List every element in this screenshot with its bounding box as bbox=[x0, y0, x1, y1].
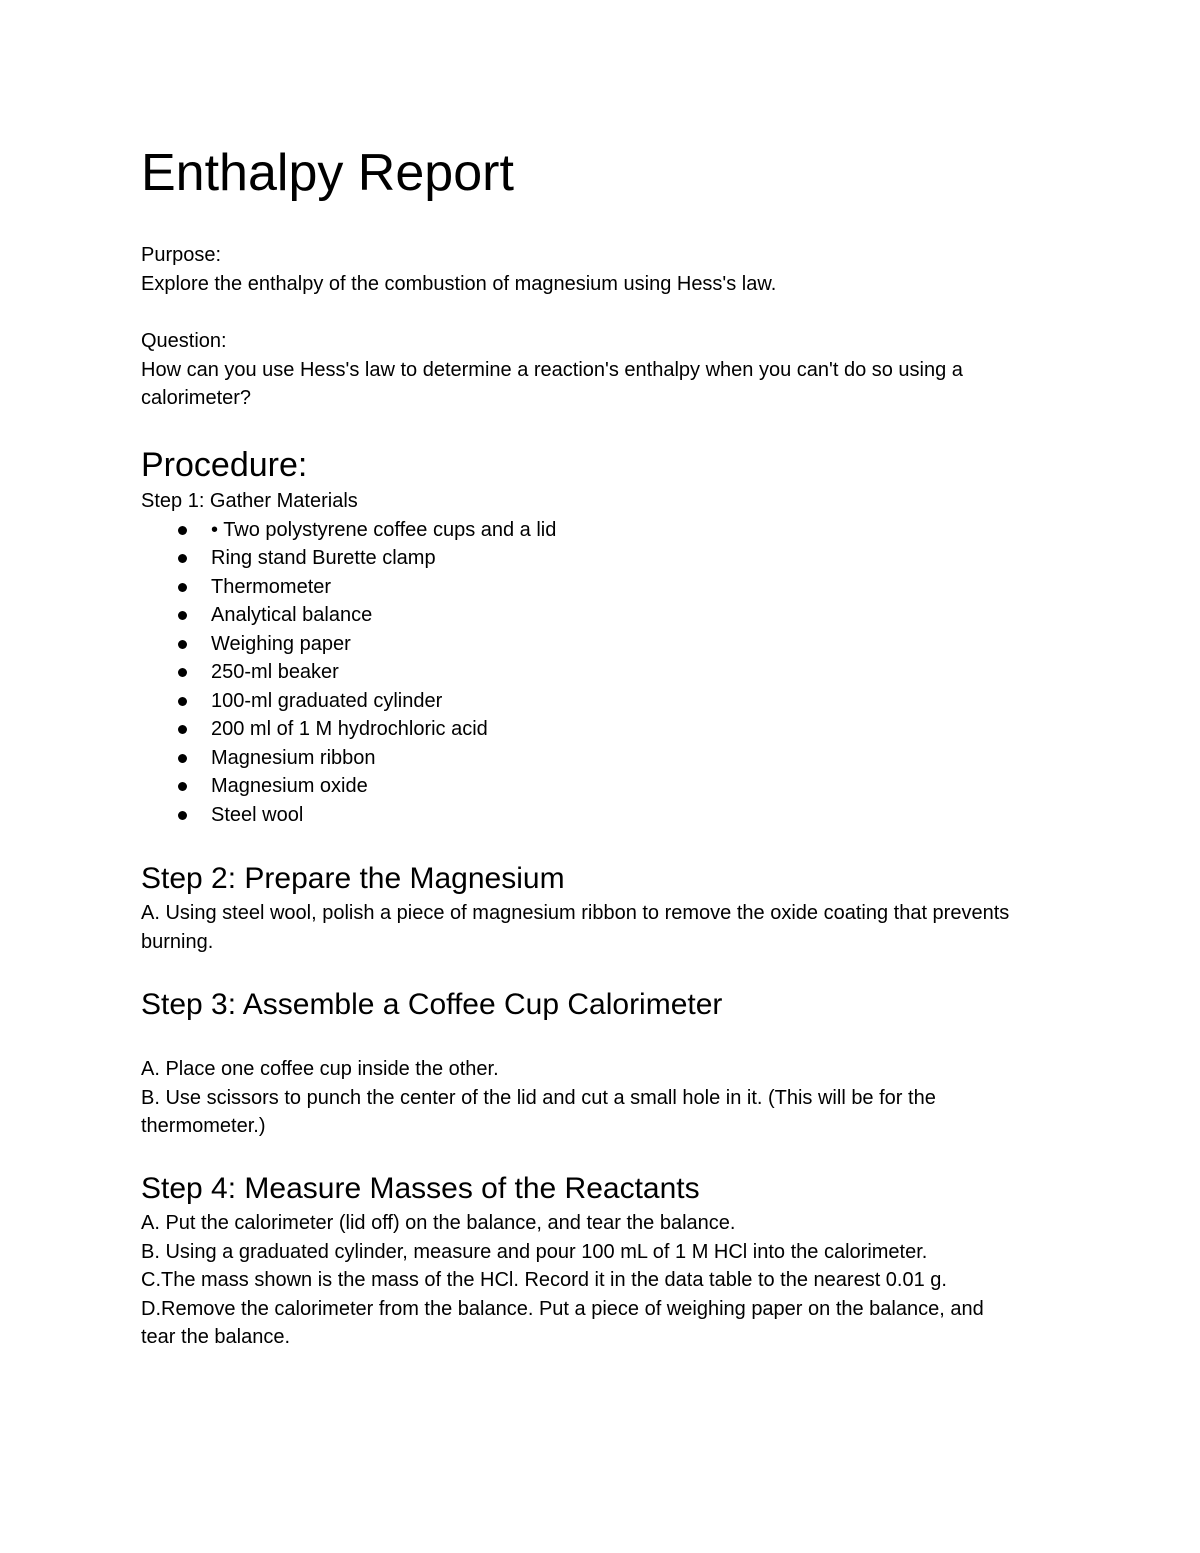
list-item bbox=[141, 772, 1041, 801]
bullet-icon bbox=[178, 611, 187, 620]
purpose-label: Purpose: bbox=[141, 244, 222, 266]
bullet-icon bbox=[178, 811, 187, 820]
bullet-icon bbox=[178, 697, 187, 706]
step4-text-d: D.Remove the calorimeter from the balance. Put a piece of weighing paper on the balance, and tear the balance. bbox=[141, 1297, 984, 1348]
bullet-icon bbox=[178, 583, 187, 592]
bullet-icon bbox=[178, 526, 187, 535]
material-label: Magnesium ribbon bbox=[211, 746, 376, 769]
material-label: 200 ml of 1 M hydrochloric acid bbox=[211, 718, 488, 740]
step1-label: Step 1: Gather Materials bbox=[141, 490, 358, 512]
step4-section bbox=[141, 1169, 1041, 1352]
list-item bbox=[141, 744, 1041, 773]
step4-heading: Step 4: Measure Masses of the Reactants bbox=[141, 1172, 700, 1205]
question-section bbox=[141, 327, 1036, 413]
material-label: Thermometer bbox=[211, 575, 332, 598]
material-label: Magnesium oxide bbox=[211, 775, 368, 797]
list-item bbox=[141, 687, 1041, 716]
procedure-section bbox=[141, 443, 1041, 487]
bullet-icon bbox=[178, 668, 187, 677]
step2-section bbox=[141, 859, 1041, 956]
material-label: • Two polystyrene coffee cups and a lid bbox=[211, 518, 557, 541]
material-label: Steel wool bbox=[211, 803, 304, 826]
step3-section bbox=[141, 985, 1041, 1141]
materials-list bbox=[141, 516, 1041, 830]
bullet-icon bbox=[178, 640, 187, 649]
spacer bbox=[141, 1025, 1041, 1055]
list-item bbox=[141, 544, 1041, 573]
step4-text-b: B. Using a graduated cylinder, measure and pour 100 mL of 1 M HCl into the calorimeter. bbox=[141, 1240, 928, 1263]
step3-text-a: A. Place one coffee cup inside the other. bbox=[141, 1058, 499, 1080]
material-label: Ring stand Burette clamp bbox=[211, 547, 436, 569]
list-item bbox=[141, 658, 1041, 687]
step1-section bbox=[141, 487, 1041, 829]
step2-text-a: A. Using steel wool, polish a piece of magnesium ribbon to remove the oxide coating that prevents burning. bbox=[141, 902, 1010, 953]
material-label: 100-ml graduated cylinder bbox=[211, 689, 443, 712]
document-title: Enthalpy Report bbox=[141, 144, 514, 202]
step2-heading: Step 2: Prepare the Magnesium bbox=[141, 862, 565, 895]
list-item bbox=[141, 601, 1041, 630]
step4-text-a: A. Put the calorimeter (lid off) on the balance, and tear the balance. bbox=[141, 1212, 736, 1234]
bullet-icon bbox=[178, 782, 187, 791]
step4-text-c: C.The mass shown is the mass of the HCl. Record it in the data table to the nearest 0.01 g. bbox=[141, 1269, 947, 1291]
list-item bbox=[141, 715, 1041, 744]
purpose-section bbox=[141, 241, 1041, 298]
list-item bbox=[141, 573, 1041, 602]
procedure-heading: Procedure: bbox=[141, 446, 308, 484]
list-item bbox=[141, 801, 1041, 830]
purpose-text: Explore the enthalpy of the combustion of magnesium using Hess's law. bbox=[141, 272, 777, 295]
step3-heading: Step 3: Assemble a Coffee Cup Calorimeter bbox=[141, 988, 723, 1021]
material-label: Weighing paper bbox=[211, 632, 351, 655]
list-item bbox=[141, 516, 1041, 545]
bullet-icon bbox=[178, 725, 187, 734]
question-label: Question: bbox=[141, 330, 227, 352]
step3-text-b: B. Use scissors to punch the center of the lid and cut a small hole in it. (This will be for the thermometer.) bbox=[141, 1086, 936, 1137]
question-text: How can you use Hess's law to determine a reaction's enthalpy when you can't do so using a calorimeter? bbox=[141, 358, 963, 409]
bullet-icon bbox=[178, 754, 187, 763]
list-item bbox=[141, 630, 1041, 659]
material-label: 250-ml beaker bbox=[211, 661, 339, 683]
material-label: Analytical balance bbox=[211, 604, 373, 626]
bullet-icon bbox=[178, 554, 187, 563]
